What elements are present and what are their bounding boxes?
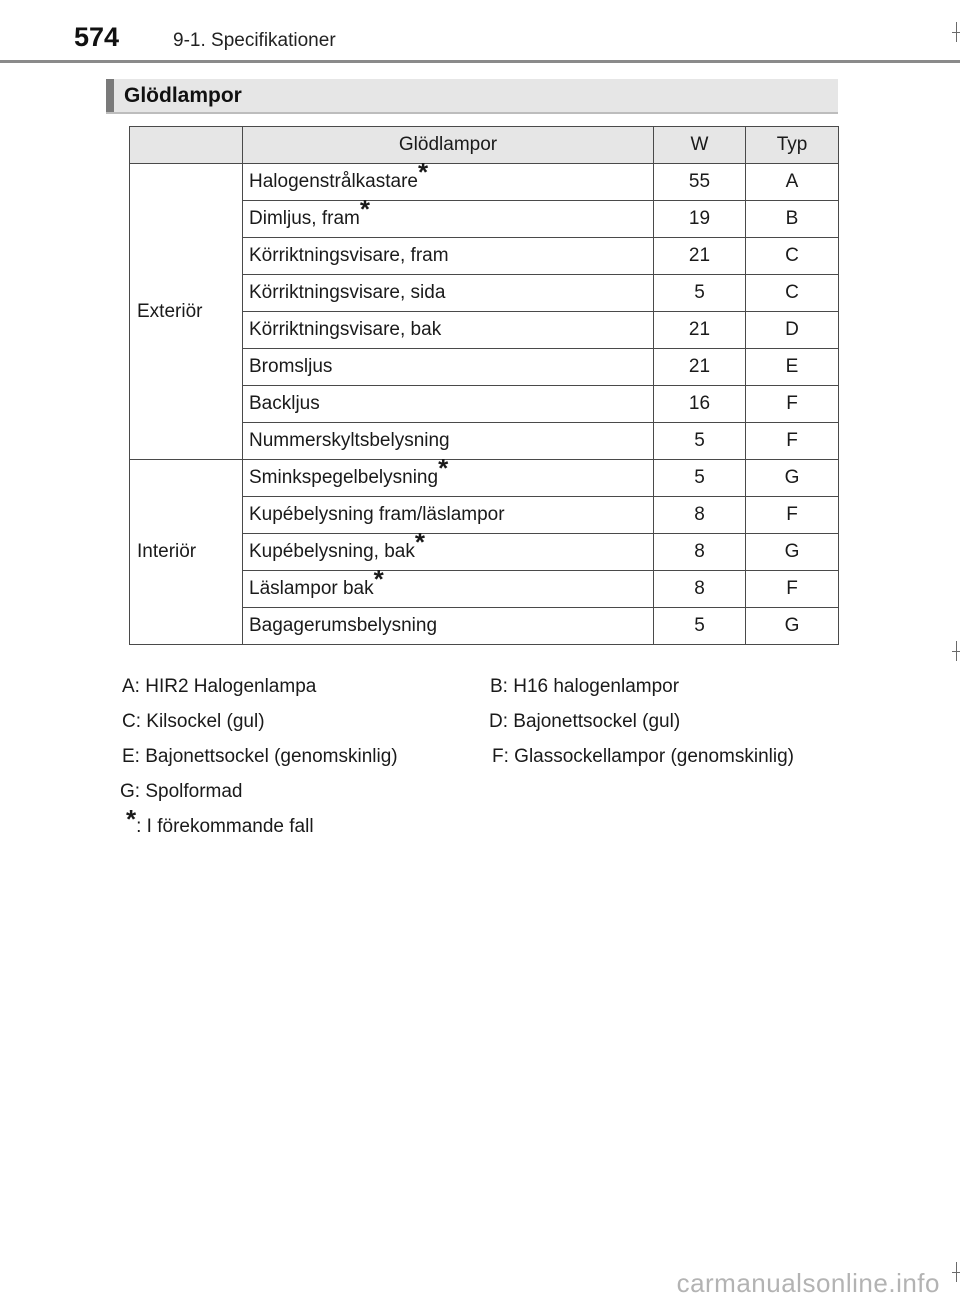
page-number: 574 <box>74 22 120 52</box>
crop-mark-top-vertical <box>956 22 957 42</box>
bulb-name-cell <box>243 194 654 238</box>
chapter-title: 9-1. Specifikationer <box>173 30 336 51</box>
watt-cell: 21 <box>654 312 746 349</box>
bulb-name: Dimljus, fram <box>249 208 360 229</box>
row-group-label: Interiör <box>130 460 243 645</box>
bulb-name: Bromsljus <box>249 356 333 377</box>
legend-d: D: Bajonettsockel (gul) <box>489 711 681 732</box>
bulb-name: Körriktningsvisare, sida <box>249 282 446 303</box>
asterisk-icon: * <box>438 453 449 483</box>
column-header-watt: W <box>654 127 746 164</box>
bulb-name-cell <box>243 608 654 645</box>
type-cell: G <box>746 608 839 645</box>
asterisk-icon: * <box>359 194 370 224</box>
type-cell: F <box>746 386 839 423</box>
watt-cell: 55 <box>654 164 746 201</box>
watt-cell: 21 <box>654 349 746 386</box>
bulb-name-cell <box>243 564 654 608</box>
watermark: carmanualsonline.info <box>676 1268 940 1298</box>
bulb-name-cell <box>243 453 654 497</box>
type-cell: G <box>746 534 839 571</box>
type-cell: E <box>746 349 839 386</box>
bulb-name: Nummerskyltsbelysning <box>249 430 450 451</box>
watt-cell: 16 <box>654 386 746 423</box>
type-cell: C <box>746 238 839 275</box>
crop-mark-bottom-vertical <box>956 1262 957 1282</box>
footnote-text: : I förekommande fall <box>136 816 314 837</box>
asterisk-icon: * <box>414 527 425 557</box>
bulb-name-cell <box>243 527 654 571</box>
bulb-name: Sminkspegelbelysning <box>249 467 439 488</box>
bulb-name: Läslampor bak <box>249 578 374 599</box>
type-cell: D <box>746 312 839 349</box>
section-header <box>106 79 838 114</box>
bulb-name: Kupébelysning fram/läslampor <box>249 504 505 525</box>
watt-cell: 19 <box>654 201 746 238</box>
bulb-name: Körriktningsvisare, bak <box>249 319 442 340</box>
legend-c: C: Kilsockel (gul) <box>122 711 265 732</box>
bulb-name: Backljus <box>249 393 320 414</box>
type-cell: F <box>746 497 839 534</box>
column-header-bulb: Glödlampor <box>243 127 654 164</box>
legend-g: G: Spolformad <box>120 781 243 802</box>
bulb-name-cell <box>243 157 654 201</box>
watt-cell: 8 <box>654 534 746 571</box>
footnote-star-icon: * <box>126 804 137 834</box>
watt-cell: 8 <box>654 497 746 534</box>
type-cell: F <box>746 423 839 460</box>
legend-a: A: HIR2 Halogenlampa <box>122 676 317 697</box>
legend-b: B: H16 halogenlampor <box>490 676 680 697</box>
legend-f: F: Glassockellampor (genomskinlig) <box>492 746 794 767</box>
section-title: Glödlampor <box>124 84 242 107</box>
bulb-name-cell <box>243 312 654 349</box>
type-cell: F <box>746 571 839 608</box>
column-header-type: Typ <box>746 127 839 164</box>
watt-cell: 8 <box>654 571 746 608</box>
crop-mark-middle-vertical <box>956 641 957 661</box>
table-row <box>130 460 839 497</box>
bulb-name-cell <box>243 349 654 386</box>
bulb-name-cell <box>243 238 654 275</box>
legend-e: E: Bajonettsockel (genomskinlig) <box>122 746 398 767</box>
header-divider <box>0 60 960 63</box>
bulb-name: Kupébelysning, bak <box>249 541 415 562</box>
bulb-name: Bagagerumsbelysning <box>249 615 438 636</box>
bulb-name-cell <box>243 386 654 423</box>
watt-cell: 5 <box>654 423 746 460</box>
bulb-name-cell <box>243 497 654 534</box>
watt-cell: 5 <box>654 460 746 497</box>
asterisk-icon: * <box>373 564 384 594</box>
table-row <box>130 164 839 201</box>
bulb-name: Körriktningsvisare, fram <box>249 245 449 266</box>
type-cell: B <box>746 201 839 238</box>
asterisk-icon: * <box>417 157 429 187</box>
type-cell: A <box>746 164 839 201</box>
watt-cell: 21 <box>654 238 746 275</box>
type-cell: G <box>746 460 839 497</box>
watt-cell: 5 <box>654 275 746 312</box>
table-header-row <box>130 127 839 164</box>
bulb-name: Halogenstrålkastare <box>249 171 418 192</box>
bulb-name-cell <box>243 275 654 312</box>
column-header-group <box>130 127 243 164</box>
footnote <box>126 804 314 838</box>
section-accent <box>106 79 114 112</box>
bulb-table <box>129 126 839 645</box>
watt-cell: 5 <box>654 608 746 645</box>
type-cell: C <box>746 275 839 312</box>
row-group-label: Exteriör <box>130 164 243 460</box>
